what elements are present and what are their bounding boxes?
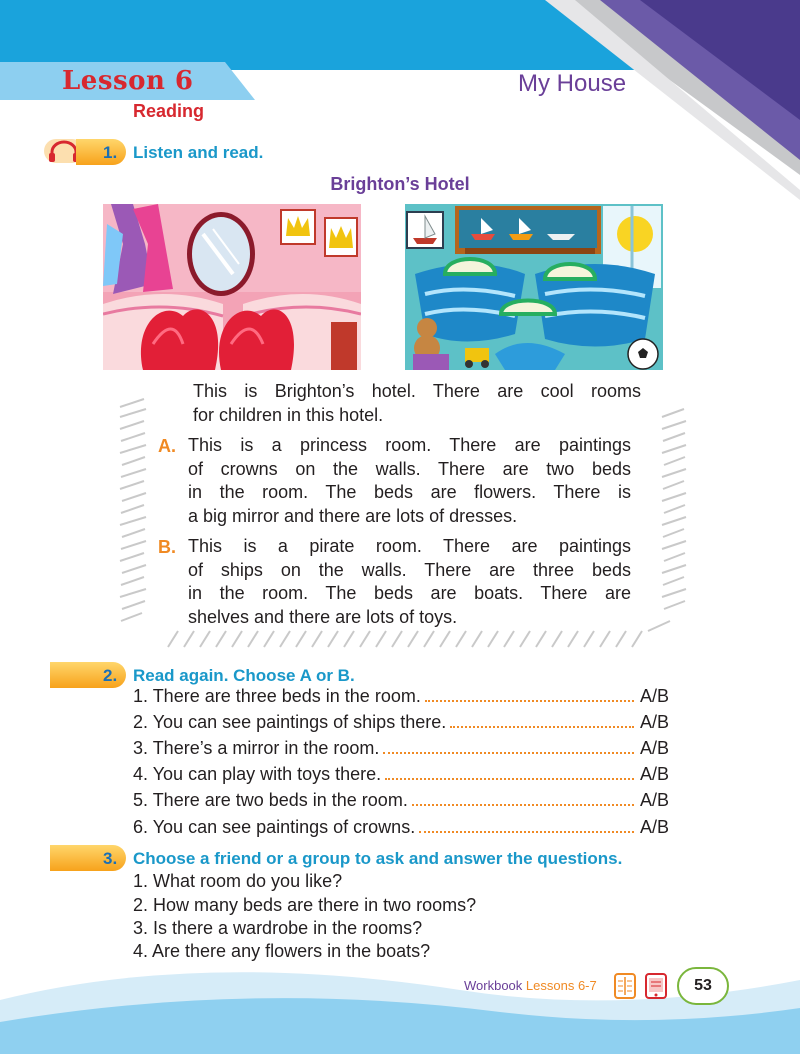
choice-options[interactable]: A/B xyxy=(639,790,669,810)
question-row xyxy=(133,764,669,790)
exercise2-instruction: Read again. Choose A or B. xyxy=(133,666,355,685)
choice-options[interactable]: A/B xyxy=(639,686,669,706)
item-letter-b: B. xyxy=(158,537,176,557)
exercise3-number: 3. xyxy=(103,849,118,868)
answer-dots[interactable] xyxy=(450,725,634,728)
intro-paragraph xyxy=(193,380,641,427)
item-b-line: in the room. The beds are boats. There are xyxy=(188,583,631,603)
question-row xyxy=(133,817,669,843)
page-number: 53 xyxy=(677,967,729,1005)
question-row xyxy=(133,712,669,738)
workbook-lessons: Lessons 6-7 xyxy=(525,978,597,993)
choice-options[interactable]: A/B xyxy=(639,738,669,758)
item-a-line: This is a princess room. There are paintings xyxy=(188,435,631,455)
question-text: 2. You can see paintings of ships there. xyxy=(133,712,447,732)
item-b-line: This is a pirate room. There are paintings xyxy=(188,536,631,556)
question-text: 6. You can see paintings of crowns. xyxy=(133,817,416,837)
answer-dots[interactable] xyxy=(412,803,634,806)
discussion-question: 4. Are there any flowers in the boats? xyxy=(133,941,431,961)
lesson-title: My House xyxy=(518,70,627,97)
workbook-book-icon xyxy=(614,973,636,999)
question-text: 3. There’s a mirror in the room. xyxy=(133,738,380,758)
question-text: 4. You can play with toys there. xyxy=(133,764,382,784)
story-title: Brighton’s Hotel xyxy=(330,174,470,194)
exercise3-instruction: Choose a friend or a group to ask and answer the questions. xyxy=(133,849,623,868)
item-b-line: of ships on the walls. There are three beds xyxy=(188,559,631,580)
intro-line: This is Brighton’s hotel. There are cool rooms xyxy=(193,381,641,401)
choice-options[interactable]: A/B xyxy=(639,764,669,784)
item-b-line: shelves and there are lots of toys. xyxy=(188,606,458,627)
answer-dots[interactable] xyxy=(425,699,634,702)
exercise1-number: 1. xyxy=(103,143,118,162)
item-letter-a: A. xyxy=(158,436,176,456)
item-a-paragraph xyxy=(188,434,631,528)
pirate-room-image xyxy=(405,204,663,370)
choice-options[interactable]: A/B xyxy=(639,712,669,732)
item-b-paragraph xyxy=(188,535,631,629)
princess-room-image xyxy=(103,204,361,370)
answer-dots[interactable] xyxy=(419,830,634,833)
question-row xyxy=(133,686,669,712)
workbook-tablet-icon xyxy=(645,973,667,999)
item-a-line: of crowns on the walls. There are two beds xyxy=(188,458,631,479)
question-text: 1. There are three beds in the room. xyxy=(133,686,421,706)
exercise2-number: 2. xyxy=(103,666,118,685)
workbook-label: Workbook xyxy=(464,978,523,993)
choice-options[interactable]: A/B xyxy=(639,817,669,837)
item-a-line: a big mirror and there are lots of dresses. xyxy=(188,505,518,526)
exercise1-number-badge xyxy=(76,139,126,165)
item-a-line: in the room. The beds are flowers. There is xyxy=(188,482,631,502)
answer-dots[interactable] xyxy=(385,777,634,780)
intro-line: for children in this hotel. xyxy=(193,404,384,425)
question-row xyxy=(133,738,669,764)
discussion-question: 2. How many beds are there in two rooms? xyxy=(133,895,477,915)
exercise1-instruction: Listen and read. xyxy=(133,143,264,162)
discussion-question: 3. Is there a wardrobe in the rooms? xyxy=(133,918,423,938)
lesson-label: Lesson 6 xyxy=(62,66,194,96)
section-label: Reading xyxy=(133,101,205,121)
discussion-question: 1. What room do you like? xyxy=(133,871,343,891)
answer-dots[interactable] xyxy=(383,751,634,754)
question-text: 5. There are two beds in the room. xyxy=(133,790,408,810)
question-row xyxy=(133,790,669,816)
workbook-reference xyxy=(464,978,597,993)
